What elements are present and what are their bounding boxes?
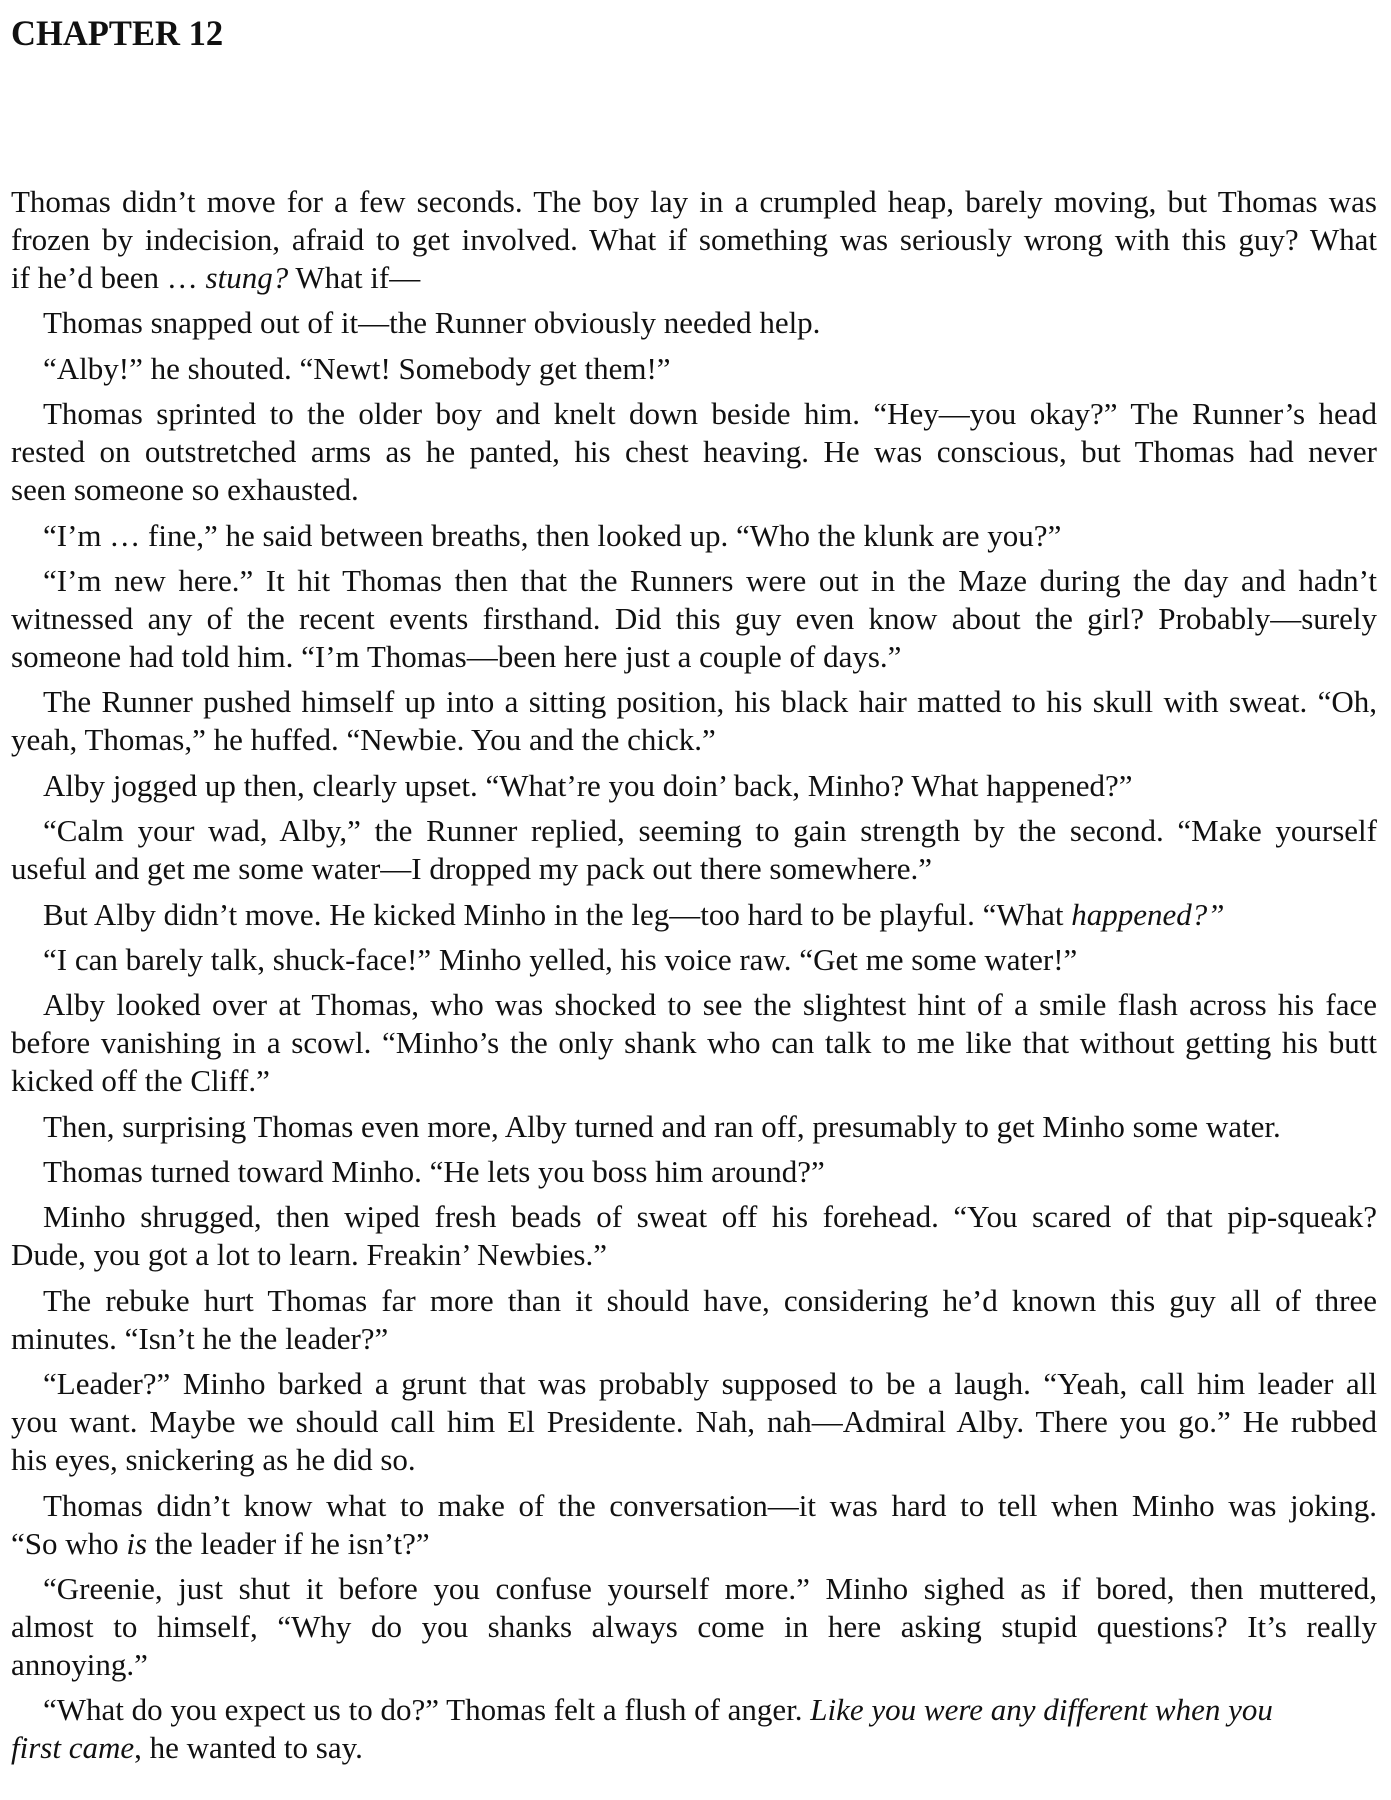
- italic-text: Like you were any different when you: [810, 1692, 1273, 1728]
- paragraph: [11, 183, 1377, 297]
- text-line: [11, 304, 1377, 342]
- chapter-body: [11, 183, 1377, 1775]
- text-line: [11, 1403, 1377, 1441]
- italic-text: stung?: [205, 260, 289, 295]
- text-segment: kicked off the Cliff.”: [11, 1063, 270, 1099]
- text-line: [11, 812, 1377, 850]
- paragraph: [11, 395, 1377, 509]
- paragraph: [11, 304, 1377, 342]
- text-segment: Minho shrugged, then wiped fresh beads of sweat off his forehead. “You scared of that pip-squeak?: [43, 1199, 1377, 1235]
- text-segment: Thomas snapped out of it—the Runner obviously needed help.: [43, 305, 821, 341]
- text-segment: Thomas didn’t know what to make of the conversation—it was hard to tell when Minho was joking.: [43, 1487, 1377, 1523]
- paragraph: [11, 683, 1377, 759]
- text-line: [11, 1729, 1377, 1767]
- text-segment: his eyes, snickering as he did so.: [11, 1442, 416, 1478]
- text-segment: minutes. “Isn’t he the leader?”: [11, 1320, 389, 1356]
- paragraph: [11, 350, 1377, 388]
- text-segment: witnessed any of the recent events firsthand. Did this guy even know about the girl? Probably—surely: [11, 600, 1377, 636]
- paragraph: [11, 1691, 1377, 1767]
- text-line: [11, 1282, 1377, 1320]
- text-line: [11, 1108, 1377, 1146]
- text-line: [11, 1646, 1377, 1684]
- text-segment: useful and get me some water—I dropped my pack out there somewhere.”: [11, 851, 933, 887]
- text-line: [11, 1236, 1377, 1274]
- text-segment: frozen by indecision, afraid to get involved. What if something was seriously wrong with this guy? What: [11, 222, 1377, 257]
- text-line: [11, 941, 1377, 979]
- paragraph: [11, 896, 1377, 934]
- text-line: [11, 221, 1377, 259]
- text-line: [11, 433, 1377, 471]
- text-line: [11, 1570, 1377, 1608]
- paragraph: [11, 1570, 1377, 1684]
- text-segment: “Calm your wad, Alby,” the Runner replied, seeming to gain strength by the second. “Make yourself: [43, 813, 1377, 849]
- text-segment: , he wanted to say.: [134, 1730, 363, 1766]
- text-line: [11, 683, 1377, 721]
- paragraph: [11, 562, 1377, 676]
- italic-text: happened?”: [1071, 896, 1225, 932]
- chapter-title: CHAPTER 12: [11, 13, 224, 53]
- text-segment: Thomas sprinted to the older boy and knelt down beside him. “Hey—you okay?” The Runner’s head: [43, 396, 1377, 432]
- text-line: [11, 638, 1377, 676]
- text-segment: “What do you expect us to do?” Thomas felt a flush of anger.: [43, 1692, 811, 1728]
- text-segment: the leader if he isn’t?”: [147, 1525, 430, 1561]
- text-segment: What if—: [288, 260, 421, 295]
- paragraph: [11, 812, 1377, 888]
- text-segment: “Leader?” Minho barked a grunt that was probably supposed to be a laugh. “Yeah, call him leader all: [43, 1366, 1377, 1402]
- text-segment: “So who: [11, 1525, 127, 1561]
- text-line: [11, 1153, 1377, 1191]
- text-line: [11, 1487, 1377, 1525]
- text-segment: Dude, you got a lot to learn. Freakin’ Newbies.”: [11, 1237, 608, 1273]
- text-line: [11, 896, 1377, 934]
- text-line: [11, 183, 1377, 221]
- text-segment: you want. Maybe we should call him El Presidente. Nah, nah—Admiral Alby. There you go.” He rubbed: [11, 1404, 1377, 1440]
- text-line: [11, 850, 1377, 888]
- text-line: [11, 1365, 1377, 1403]
- text-segment: before vanishing in a scowl. “Minho’s the only shank who can talk to me like that without getting his butt: [11, 1025, 1377, 1061]
- paragraph: [11, 986, 1377, 1100]
- paragraph: [11, 1198, 1377, 1274]
- text-line: [11, 259, 1377, 297]
- text-segment: “I can barely talk, shuck-face!” Minho yelled, his voice raw. “Get me some water!”: [43, 941, 1078, 977]
- text-segment: Then, surprising Thomas even more, Alby turned and ran off, presumably to get Minho some water.: [43, 1108, 1281, 1144]
- text-line: [11, 1525, 1377, 1563]
- text-line: [11, 986, 1377, 1024]
- text-segment: But Alby didn’t move. He kicked Minho in the leg—too hard to be playful. “What: [43, 896, 1072, 932]
- text-segment: Alby looked over at Thomas, who was shocked to see the slightest hint of a smile flash across his face: [43, 987, 1377, 1023]
- text-line: [11, 1062, 1377, 1100]
- text-segment: Thomas turned toward Minho. “He lets you boss him around?”: [43, 1154, 825, 1190]
- paragraph: [11, 1108, 1377, 1146]
- text-line: [11, 562, 1377, 600]
- paragraph: [11, 1365, 1377, 1479]
- paragraph: [11, 941, 1377, 979]
- text-segment: rested on outstretched arms as he panted, his chest heaving. He was conscious, but Thomas had never: [11, 434, 1377, 470]
- paragraph: [11, 767, 1377, 805]
- text-line: [11, 517, 1377, 555]
- text-segment: Alby jogged up then, clearly upset. “What’re you doin’ back, Minho? What happened?”: [43, 767, 1133, 803]
- text-segment: “Alby!” he shouted. “Newt! Somebody get them!”: [43, 350, 671, 386]
- text-line: [11, 1320, 1377, 1358]
- text-segment: almost to himself, “Why do you shanks always come in here asking stupid questions? It’s really: [11, 1609, 1377, 1645]
- paragraph: [11, 1487, 1377, 1563]
- text-segment: “I’m new here.” It hit Thomas then that the Runners were out in the Maze during the day and hadn’t: [43, 562, 1377, 598]
- text-segment: “Greenie, just shut it before you confuse yourself more.” Minho sighed as if bored, then muttered,: [43, 1571, 1377, 1607]
- text-segment: seen someone so exhausted.: [11, 472, 359, 508]
- text-segment: “I’m … fine,” he said between breaths, then looked up. “Who the klunk are you?”: [43, 517, 1062, 553]
- paragraph: [11, 517, 1377, 555]
- text-segment: someone had told him. “I’m Thomas—been here just a couple of days.”: [11, 638, 902, 674]
- paragraph: [11, 1282, 1377, 1358]
- italic-text: first came: [11, 1730, 135, 1766]
- text-segment: if he’d been …: [11, 260, 206, 295]
- text-segment: annoying.”: [11, 1647, 148, 1683]
- text-line: [11, 1608, 1377, 1646]
- text-line: [11, 471, 1377, 509]
- text-line: [11, 721, 1377, 759]
- text-segment: Thomas didn’t move for a few seconds. The boy lay in a crumpled heap, barely moving, but Thomas was: [11, 184, 1377, 219]
- text-line: [11, 1198, 1377, 1236]
- text-line: [11, 1691, 1377, 1729]
- text-segment: yeah, Thomas,” he huffed. “Newbie. You and the chick.”: [11, 722, 716, 758]
- text-segment: The rebuke hurt Thomas far more than it should have, considering he’d known this guy all of three: [43, 1282, 1377, 1318]
- text-line: [11, 1024, 1377, 1062]
- paragraph: [11, 1153, 1377, 1191]
- text-line: [11, 600, 1377, 638]
- text-line: [11, 395, 1377, 433]
- text-segment: The Runner pushed himself up into a sitting position, his black hair matted to his skull with sweat. “Oh,: [43, 684, 1377, 720]
- text-line: [11, 767, 1377, 805]
- italic-text: is: [126, 1525, 148, 1561]
- text-line: [11, 350, 1377, 388]
- text-line: [11, 1441, 1377, 1479]
